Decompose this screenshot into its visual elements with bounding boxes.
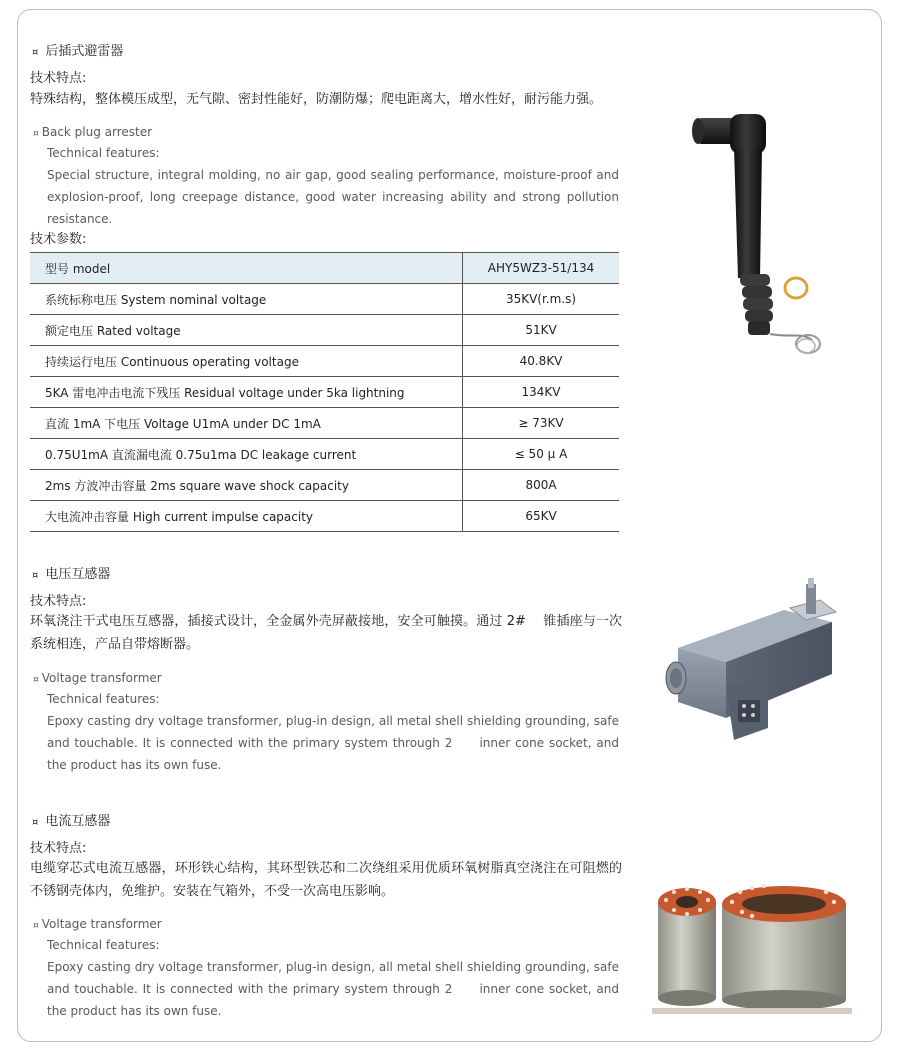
vt-features-label-cn: 技术特点: xyxy=(30,594,87,609)
table-cell-param: 直流 1mA 下电压 Voltage U1mA under DC 1mA xyxy=(30,408,463,439)
table-header-param: 型号 model xyxy=(30,253,463,284)
vt-product-image xyxy=(664,578,842,744)
table-cell-param: 大电流冲击容量 High current impulse capacity xyxy=(30,501,463,532)
bullet-icon: ¤ xyxy=(33,675,39,685)
ct-features-label-en: Technical features: xyxy=(47,938,160,952)
table-cell-param: 额定电压 Rated voltage xyxy=(30,315,463,346)
vt-title-en: ¤ Voltage transformer xyxy=(33,671,162,685)
bullet-icon: ¤ xyxy=(32,817,39,828)
table-cell-value: 134KV xyxy=(463,377,620,408)
table-cell-param: 5KA 雷电冲击电流下残压 Residual voltage under 5ka lightning xyxy=(30,377,463,408)
vt-features-en: Epoxy casting dry voltage transformer, plug-in design, all metal shell shielding grounding, safe and touchable. It is connected with the primary system through 2 inner cone socket, and the product has its own fuse. xyxy=(47,714,619,772)
table-cell-value: ≤ 50 μ A xyxy=(463,439,620,470)
ct-features-cn: 电缆穿芯式电流互感器，环形铁心结构，其环型铁芯和二次绕组采用优质环氧树脂真空浇注在可阻燃的不锈钢壳体内，免维护。安装在气箱外，不受一次高电压影响。 xyxy=(30,861,622,899)
table-cell-value: ≥ 73KV xyxy=(463,408,620,439)
spec-table xyxy=(30,252,619,532)
table-cell-value: 51KV xyxy=(463,315,620,346)
table-cell-value: 40.8KV xyxy=(463,346,620,377)
table-row xyxy=(30,284,619,315)
table-cell-param: 系统标称电压 System nominal voltage xyxy=(30,284,463,315)
vt-features-label-en: Technical features: xyxy=(47,692,160,706)
bullet-icon: ¤ xyxy=(33,129,39,139)
ct-features-label-cn: 技术特点: xyxy=(30,841,87,856)
bullet-icon: ¤ xyxy=(33,921,39,931)
bullet-icon: ¤ xyxy=(32,47,39,58)
vt-title: ¤ 电压互感器 xyxy=(32,567,111,582)
arrester-features-cn: 特殊结构，整体模压成型，无气隙、密封性能好，防潮防爆；爬电距离大，增水性好，耐污能力强。 xyxy=(30,92,603,107)
table-row xyxy=(30,315,619,346)
table-row xyxy=(30,346,619,377)
table-row xyxy=(30,501,619,532)
bullet-icon: ¤ xyxy=(32,570,39,581)
arrester-params-label: 技术参数: xyxy=(30,232,87,247)
vt-features-cn: 环氧浇注干式电压互感器，插接式设计，全金属外壳屏蔽接地，安全可触摸。通过 2# 锥插座与一次系统相连，产品自带熔断器。 xyxy=(30,614,622,652)
table-cell-value: 35KV(r.m.s) xyxy=(463,284,620,315)
table-cell-param: 2ms 方波冲击容量 2ms square wave shock capacity xyxy=(30,470,463,501)
ct-product-image xyxy=(652,880,852,1020)
table-cell-value: 65KV xyxy=(463,501,620,532)
arrester-title-en: ¤ Back plug arrester xyxy=(33,125,153,139)
table-row xyxy=(30,439,619,470)
table-row xyxy=(30,470,619,501)
ct-features-en: Epoxy casting dry voltage transformer, plug-in design, all metal shell shielding grounding, safe and touchable. It is connected with the primary system through 2 inner cone socket, and the product has its own fuse. xyxy=(47,960,619,1018)
table-row xyxy=(30,408,619,439)
table-cell-param: 0.75U1mA 直流漏电流 0.75u1ma DC leakage current xyxy=(30,439,463,470)
arrester-features-label-en: Technical features: xyxy=(47,146,160,160)
table-header-row xyxy=(30,253,619,284)
table-cell-param: 持续运行电压 Continuous operating voltage xyxy=(30,346,463,377)
table-cell-value: 800A xyxy=(463,470,620,501)
arrester-product-image xyxy=(690,108,830,360)
arrester-features-en: Special structure, integral molding, no air gap, good sealing performance, moisture-proof and explosion-proof, long creepage distance, good water increasing ability and strong pollution resistance. xyxy=(47,168,619,226)
table-header-value: AHY5WZ3-51/134 xyxy=(463,253,620,284)
ct-title-en: ¤ Voltage transformer xyxy=(33,917,162,931)
arrester-features-label-cn: 技术特点: xyxy=(30,71,87,86)
arrester-title: ¤ 后插式避雷器 xyxy=(32,44,124,59)
table-row xyxy=(30,377,619,408)
ct-title: ¤ 电流互感器 xyxy=(32,814,111,829)
